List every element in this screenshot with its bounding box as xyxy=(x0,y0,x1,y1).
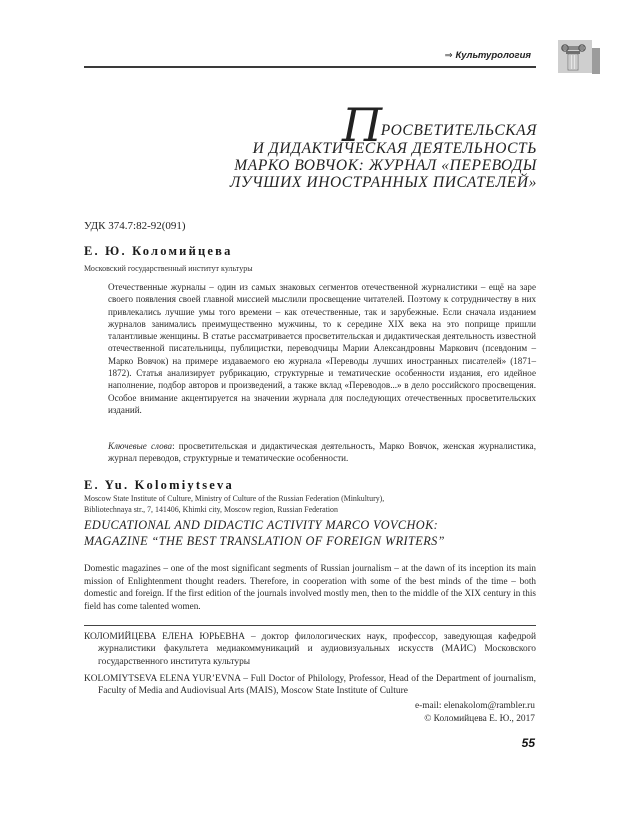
author-name-en: E. Yu. Kolomiytseva xyxy=(84,478,234,492)
affiliation-en-line-2: Bibliotechnaya str., 7, 141406, Khimki city, Moscow region, Russian Federation xyxy=(84,504,338,514)
keywords-ru xyxy=(108,440,536,465)
section-label xyxy=(445,50,531,61)
title-en-line-2: MAGAZINE “THE BEST TRANSLATION OF FOREIGN WRITERS” xyxy=(84,533,445,548)
header-rule xyxy=(84,66,536,68)
author-affiliation-en xyxy=(84,494,544,515)
article-title-en xyxy=(84,518,544,549)
column-capital-icon xyxy=(556,36,602,76)
abstract-ru: Отечественные журналы – один из самых знаковых сегментов отечественной журналистики – ещё на заре своего появления своей главной миссией мыслили просвещение читателей. Поэтому к сотрудничеству в них привлекались лучшие умы того времени – как отечественные, так и зарубежные. Если сначала изданием журналов занимались преимущественно мужчины, то к середине XIX века на это поприще пришли талантливые женщины. В статье рассматривается просветительская и дидактическая деятельность известной отечественной писательницы, публицистки, переводчицы Марии Александровны Маркович (псевдоним – Марко Вовчок) на примере издаваемого ею журнала «Переводы лучших иностранных писателей» (1871–1872). Статья анализирует рубрикацию, структурные и тематические особенности издания, его идейное наполнение, подбор авторов и произведений, а также вклад «Переводов...» в дело российского просвещения. Особое внимание акцентируется на значении журнала для последующих отечественных просветительских изданий. xyxy=(108,282,536,415)
udc-code: УДК 374.7:82-92(091) xyxy=(84,220,186,232)
title-line-4: ЛУЧШИХ ИНОСТРАННЫХ ПИСАТЕЛЕЙ» xyxy=(229,174,537,191)
author-bio-ru: КОЛОМИЙЦЕВА ЕЛЕНА ЮРЬЕВНА – доктор филологических наук, профессор, заведующая кафедрой журналистики факультета медиакоммуникаций и аудиовизуальных искусств (МАИС) Московского государственного института культуры xyxy=(84,632,536,667)
copyright-notice: © Коломийцева Е. Ю., 2017 xyxy=(424,714,535,724)
author-name-ru: Е. Ю. Коломийцева xyxy=(84,244,233,258)
author-affiliation-ru: Московский государственный институт культуры xyxy=(84,264,253,273)
abstract-en: Domestic magazines – one of the most significant segments of Russian journalism – at the dawn of its inception its main mission of Enlightenment thought readers. Therefore, in cooperation with some of the best minds of the time – both domestic and foreign. If the first edition of the journals involved mostly men, then to the middle of the XIX century in this field has come talented women. xyxy=(84,563,536,611)
affiliation-en-line-1: Moscow State Institute of Culture, Ministry of Culture of the Russian Federation (Minkulturу), xyxy=(84,494,385,503)
title-line-3: МАРКО ВОВЧОК: ЖУРНАЛ «ПЕРЕВОДЫ xyxy=(234,157,537,174)
title-line-1-text: РОСВЕТИТЕЛЬСКАЯ xyxy=(380,122,537,139)
page-number: 55 xyxy=(521,736,535,750)
title-line-2: И ДИДАКТИЧЕСКАЯ ДЕЯТЕЛЬНОСТЬ xyxy=(252,140,537,157)
author-email: e-mail: elenakolom@rambler.ru xyxy=(414,701,535,711)
title-en-line-1: EDUCATIONAL AND DIDACTIC ACTIVITY MARCO VOVCHOK: xyxy=(84,518,439,532)
keywords-label: Ключевые слова xyxy=(108,441,173,451)
author-bio-en: KOLOMIYTSEVA ELENA YUR’EVNA – Full Doctor of Philology, Professor, Head of the Department of journalism, Faculty of Media and Audiovisual Arts (MAIS), Moscow State Institute of Culture xyxy=(84,674,536,697)
section-title: Культурология xyxy=(455,50,531,61)
keywords-text: : просветительская и дидактическая деятельность, Марко Вовчок, женская журналистика, журнал переводов, структурные и тематические особенности. xyxy=(108,441,536,464)
title-dropcap: П xyxy=(342,98,383,152)
footnote-rule xyxy=(84,625,536,626)
article-title xyxy=(107,98,537,191)
arrow-right-icon: ⇒ xyxy=(444,50,453,61)
